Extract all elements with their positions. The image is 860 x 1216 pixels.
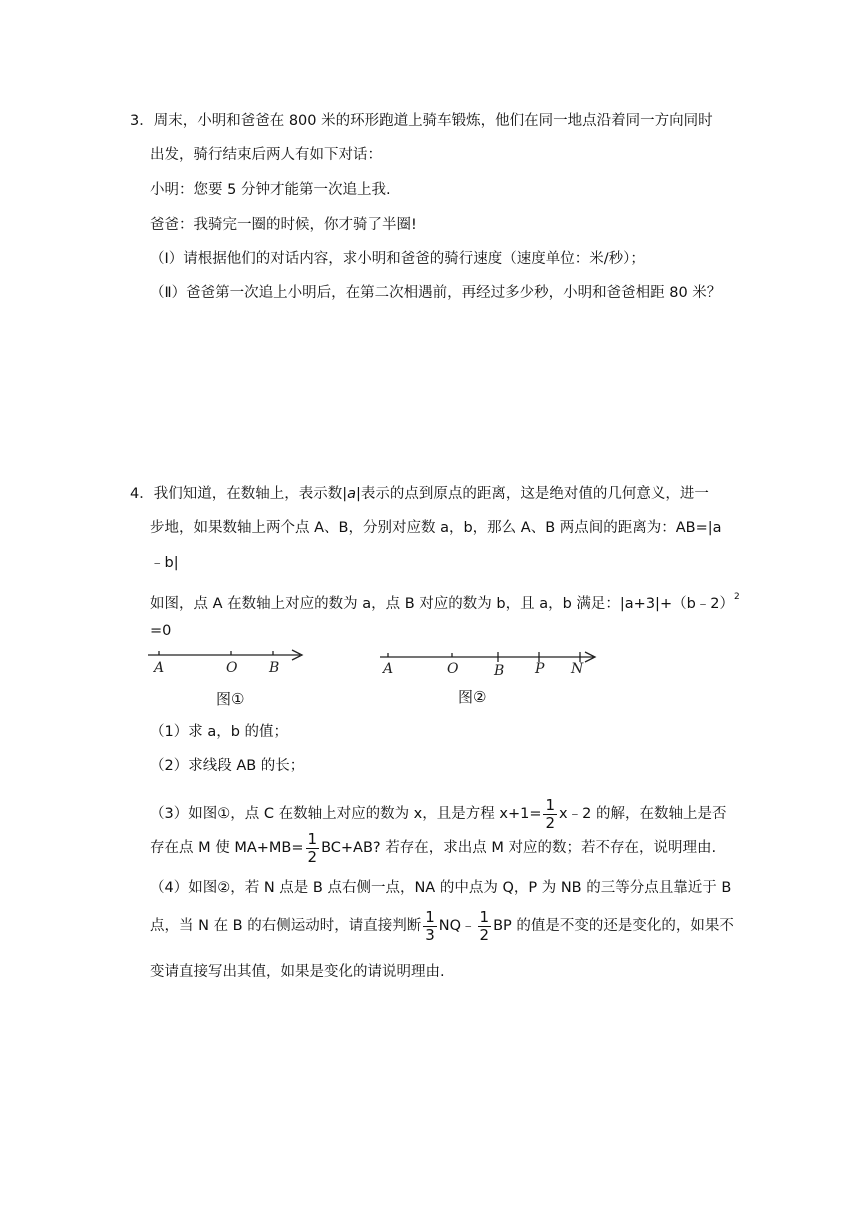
q4-line-4-text: 如图，点 A 在数轴上对应的数为 a，点 B 对应的数为 b，且 a，b 满足：|a+3|+（b﹣2）: [150, 596, 735, 612]
q4-line-4: [150, 587, 740, 614]
figure-2-caption: 图②: [458, 688, 487, 706]
fraction-numerator: 1: [545, 795, 556, 814]
q4-line-2: 步地，如果数轴上两个点 A、B，分别对应数 a，b，那么 A、B 两点间的距离为：AB=|a: [150, 520, 722, 536]
q3-line-2: 出发，骑行结束后两人有如下对话：: [150, 147, 382, 163]
figure-1-number-line: [140, 640, 320, 680]
figure-2-label-o: O: [447, 661, 459, 677]
q4-part-4-line-1: （4）如图②，若 N 点是 B 点右侧一点，NA 的中点为 Q，P 为 NB 的三等分点且靠近于 B: [150, 880, 732, 896]
q4-line-5: =0: [150, 623, 172, 639]
fraction-denominator: 2: [545, 813, 556, 832]
q3-line-3: 小明：您要 5 分钟才能第一次追上我.: [150, 182, 391, 198]
q4-part-4-line-3: 变请直接写出其值，如果是变化的请说明理由.: [150, 964, 445, 980]
q4-part-3-text-a: （3）如图①，点 C 在数轴上对应的数为 x，且是方程 x+1=: [150, 806, 542, 822]
q4-line-1-a: 4．我们知道，在数轴上，表示数|: [130, 486, 348, 502]
q4-part-4-text-b: NQ﹣: [438, 918, 476, 934]
figure-1-label-b: B: [269, 660, 280, 676]
q3-line-5: （Ⅰ）请根据他们的对话内容，求小明和爸爸的骑行速度（速度单位：米/秒）；: [150, 251, 645, 267]
fraction-one-third: [423, 907, 437, 944]
fraction-numerator: 1: [307, 829, 318, 848]
q4-line-3: ﹣b|: [150, 555, 179, 571]
figure-2-number-line: [372, 642, 602, 682]
q4-part-1: （1）求 a，b 的值；: [150, 724, 289, 740]
q4-part-3-text-d: BC+AB? 若存在，求出点 M 对应的数；若不存在，说明理由.: [321, 840, 717, 856]
fraction-one-half: [306, 829, 320, 866]
q4-part-4-text-c: BP 的值是不变的还是变化的，如果不: [493, 918, 734, 934]
q4-part-3-text-b: x﹣2 的解，在数轴上是否: [559, 806, 727, 822]
figure-2-label-n: N: [571, 661, 584, 677]
q4-line-1-var: a: [347, 486, 356, 502]
q4-part-2: （2）求线段 AB 的长；: [150, 758, 305, 774]
fraction-numerator: 1: [425, 907, 435, 926]
figure-2-label-b: B: [494, 663, 505, 679]
q3-line-1: 3．周末，小明和爸爸在 800 米的环形跑道上骑车锻炼，他们在同一地点沿着同一方向同时: [130, 113, 713, 129]
figure-2-label-a: A: [383, 661, 394, 677]
q4-line-4-exponent: 2: [734, 592, 740, 602]
figure-1-label-o: O: [226, 660, 238, 676]
fraction-denominator: 3: [425, 925, 435, 944]
q4-line-1: [130, 484, 709, 504]
figure-1-caption: 图①: [216, 690, 245, 708]
q4-part-4-line-2: [150, 904, 734, 948]
figure-1-label-a: A: [154, 660, 165, 676]
q4-line-1-b: |表示的点到原点的距离，这是绝对值的几何意义，进一: [356, 486, 709, 502]
fraction-denominator: 2: [307, 847, 318, 866]
q3-line-6: （Ⅱ）爸爸第一次追上小明后，在第二次相遇前，再经过多少秒，小明和爸爸相距 80 米？: [150, 285, 722, 301]
q4-part-4-text-a: 点，当 N 在 B 的右侧运动时，请直接判断: [150, 918, 422, 934]
figure-2-label-p: P: [535, 661, 545, 677]
fraction-denominator: 2: [479, 925, 490, 944]
q4-part-3-text-c: 存在点 M 使 MA+MB=: [150, 840, 304, 856]
fraction-one-half: [478, 907, 492, 944]
fraction-numerator: 1: [479, 907, 490, 926]
q4-part-3-line-2: [150, 826, 716, 870]
q3-line-4: 爸爸：我骑完一圈的时候，你才骑了半圈!: [150, 217, 417, 233]
